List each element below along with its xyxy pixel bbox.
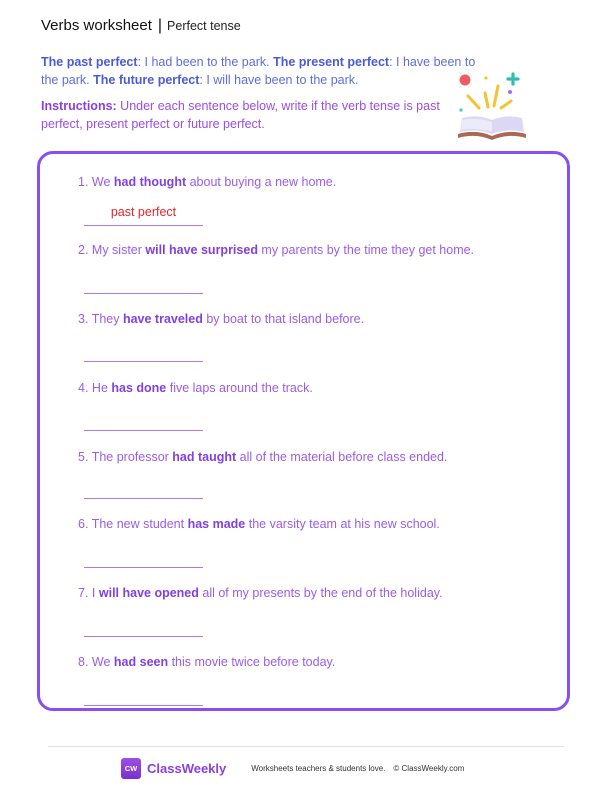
- question-text-before: We: [91, 655, 114, 669]
- question-text-before: We: [91, 175, 114, 189]
- answer-4-line[interactable]: [84, 430, 203, 431]
- worksheet-title: [41, 17, 241, 35]
- question-8: [78, 655, 335, 669]
- answer-3-line[interactable]: [84, 361, 203, 362]
- question-number: 2.: [78, 243, 89, 257]
- question-verb: have traveled: [122, 312, 203, 326]
- intro-term-past: The past perfect: [41, 55, 138, 69]
- intro-term-future: The future perfect: [93, 73, 200, 87]
- title-separator: |: [157, 17, 163, 34]
- question-3: [78, 312, 364, 326]
- question-number: 7.: [78, 586, 89, 600]
- question-5: [78, 450, 447, 464]
- instructions-label: Instructions:: [41, 99, 117, 113]
- question-verb: has done: [111, 381, 167, 395]
- question-1: [78, 175, 336, 189]
- answer-1-line[interactable]: [84, 225, 203, 226]
- question-4: [78, 381, 313, 395]
- question-7: [78, 586, 443, 600]
- question-number: 1.: [78, 175, 89, 189]
- question-text-before: The new student: [91, 517, 188, 531]
- footer-copyright: © ClassWeekly.com: [393, 764, 465, 773]
- question-number: 3.: [78, 312, 89, 326]
- instructions: [41, 97, 441, 133]
- title-subtitle: Perfect tense: [167, 19, 241, 33]
- intro-example-past: : I had been to the park.: [137, 55, 274, 69]
- question-verb: had thought: [113, 175, 187, 189]
- question-verb: had seen: [113, 655, 169, 669]
- answer-6-line[interactable]: [84, 567, 203, 568]
- question-verb: will have opened: [98, 586, 199, 600]
- answer-7-line[interactable]: [84, 636, 203, 637]
- instructions-text: Under each sentence below, write if the verb tense is past perfect, present perfect or future perfect.: [41, 99, 440, 131]
- footer: [121, 758, 464, 779]
- open-book-icon: [452, 70, 532, 142]
- question-2: [78, 243, 474, 257]
- intro-example-present: : I have been to the park.: [41, 55, 476, 87]
- question-text-before: The professor: [91, 450, 173, 464]
- question-number: 4.: [78, 381, 89, 395]
- classweekly-logo-icon: CW: [121, 758, 141, 779]
- question-text-after: my parents by the time they get home.: [257, 243, 475, 257]
- answer-1-text[interactable]: past perfect: [110, 205, 177, 219]
- question-text-after: the varsity team at his new school.: [245, 517, 440, 531]
- question-text-before: They: [91, 312, 123, 326]
- brand-name: ClassWeekly: [147, 761, 227, 776]
- question-text-after: by boat to that island before.: [202, 312, 365, 326]
- questions-card: [37, 151, 570, 711]
- title-main: Verbs worksheet: [41, 17, 152, 34]
- question-text-after: all of my presents by the end of the holiday.: [198, 586, 443, 600]
- question-number: 5.: [78, 450, 89, 464]
- question-text-before: He: [91, 381, 112, 395]
- answer-2-line[interactable]: [84, 293, 203, 294]
- question-verb: had taught: [172, 450, 237, 464]
- question-number: 6.: [78, 517, 89, 531]
- question-text-after: this movie twice before today.: [168, 655, 336, 669]
- question-number: 8.: [78, 655, 89, 669]
- intro-term-present: The present perfect: [273, 55, 390, 69]
- question-verb: has made: [187, 517, 246, 531]
- question-text-before: I: [91, 586, 99, 600]
- question-6: [78, 517, 440, 531]
- question-text-before: My sister: [91, 243, 146, 257]
- footer-divider: [48, 746, 564, 747]
- intro-example-future: : I will have been to the park.: [199, 73, 359, 87]
- footer-tagline: Worksheets teachers & students love.: [251, 764, 386, 773]
- question-text-after: about buying a new home.: [186, 175, 337, 189]
- question-text-after: five laps around the track.: [166, 381, 313, 395]
- answer-8-line[interactable]: [84, 705, 203, 706]
- intro-definitions: [41, 53, 481, 89]
- question-verb: will have surprised: [145, 243, 258, 257]
- question-text-after: all of the material before class ended.: [236, 450, 448, 464]
- answer-5-line[interactable]: [84, 498, 203, 499]
